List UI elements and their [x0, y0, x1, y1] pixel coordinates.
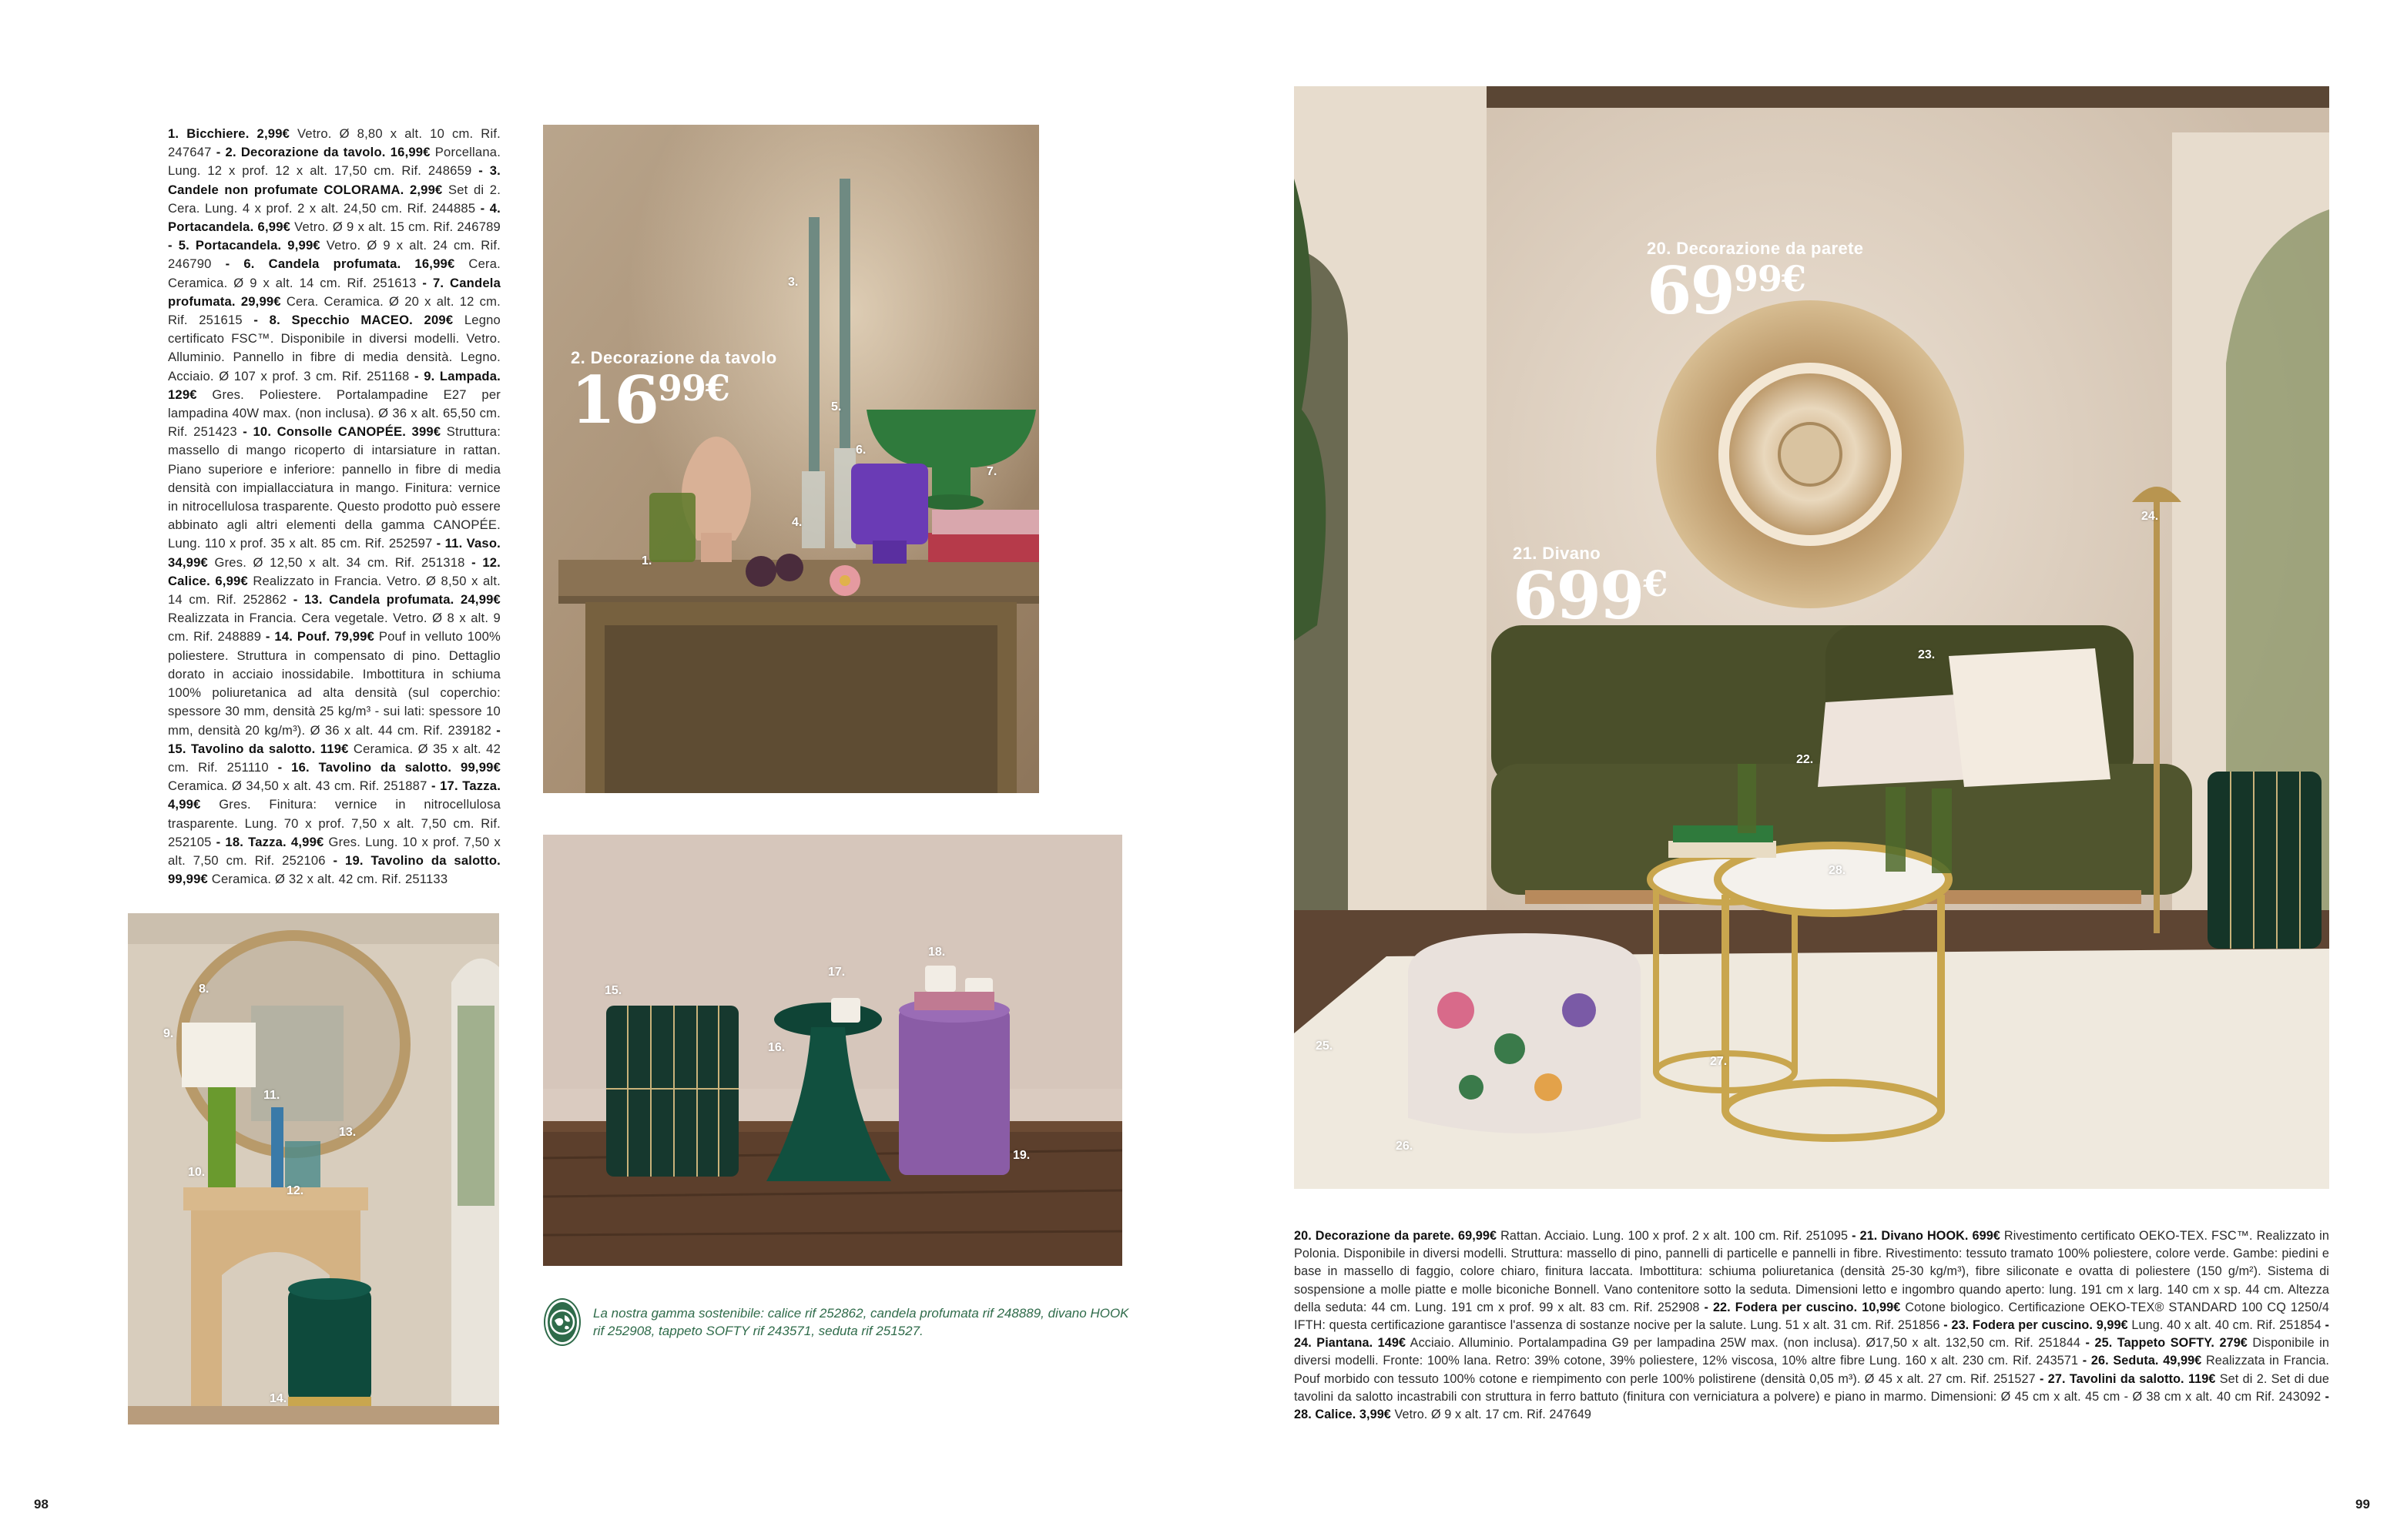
product-name-price: - 15. Tavolino da salotto. 119€: [168, 722, 501, 756]
item-number-label: 8.: [199, 983, 210, 996]
side-tables-illustration: [543, 835, 1122, 1266]
photo-console: [128, 913, 499, 1424]
product-details: Ceramica. Ø 35 x alt. 42 cm. Rif. 251110: [168, 741, 501, 775]
price-callout-value: 699€: [1513, 557, 1668, 634]
product-name-price: - 19. Tavolino da salotto. 99,99€: [168, 852, 501, 887]
catalog-page-left: [0, 0, 1198, 1540]
product-name-price: - 13. Candela profumata. 24,99€: [293, 592, 501, 608]
product-details: Set di 2. Set di due tavolini da salotto incastrabili con struttura in ferro battuto (finitura con verniciatura a polvere) e piano in marmo. Dimensioni: Ø 45 cm x alt. 45 cm - Ø 38 cm x alt. 40 cm Rif. 243092: [1294, 1371, 2329, 1404]
product-details: Cera. Ceramica. Ø 9 x alt. 14 cm. Rif. 251613: [168, 256, 501, 290]
product-details: Vetro. Ø 8,80 x alt. 10 cm. Rif. 247647: [168, 126, 501, 160]
product-details: Vetro. Ø 9 x alt. 24 cm. Rif. 246790: [168, 238, 501, 272]
product-details: Realizzato in Francia. Vetro. Ø 8,50 x alt. 14 cm. Rif. 252862: [168, 573, 501, 608]
item-number-label: 14.: [270, 1392, 287, 1405]
product-description-list-right: [1294, 1227, 2329, 1424]
product-description-list-left: [168, 125, 501, 889]
item-number-label: 13.: [339, 1126, 357, 1139]
price-callout-value: $16^{99€}$: [571, 362, 729, 438]
product-name-price: - 10. Consolle CANOPÉE. 399€: [243, 424, 441, 440]
page-number-right: 99: [2355, 1497, 2370, 1512]
product-details: Lung. 40 x alt. 40 cm. Rif. 251854: [2127, 1318, 2325, 1333]
product-details: Set di 2. Cera. Lung. 4 x prof. 2 x alt. 24,50 cm. Rif. 244885: [168, 182, 501, 216]
console-illustration: [128, 913, 499, 1424]
item-number-label: 3.: [788, 276, 799, 289]
item-number-label: 7.: [987, 465, 997, 478]
product-name-price: - 22. Fodera per cuscino. 10,99€: [1704, 1300, 1901, 1314]
product-details: Porcellana. Lung. 12 x prof. 12 x alt. 17,50 cm. Rif. 248659: [168, 145, 501, 179]
product-name-price: - 16. Tavolino da salotto. 99,99€: [277, 759, 501, 775]
item-number-label: 4.: [792, 516, 803, 529]
table-decor-illustration: [543, 125, 1039, 793]
photo-table-decor: [543, 125, 1039, 793]
item-number-label: 23.: [1918, 648, 1936, 661]
product-name-price: - 18. Tazza. 4,99€: [216, 834, 324, 849]
item-number-label: 6.: [856, 444, 867, 457]
price-callout-label: 20. Decorazione da parete: [1647, 239, 1864, 258]
product-name-price: 20. Decorazione da parete. 69,99€: [1294, 1229, 1497, 1243]
product-name-price: - 11. Vaso. 34,99€: [168, 536, 501, 570]
product-name-price: - 21. Divano HOOK. 699€: [1852, 1229, 2000, 1243]
product-details: Disponibile in diversi modelli. Fronte: 100% lana. Retro: 39% cotone, 39% poliestere, 12% viscosa, 10% altre fibre Lung. 160 x alt. 230 cm. Rif. 243571: [1294, 1336, 2329, 1368]
product-details: Gres. Ø 12,50 x alt. 34 cm. Rif. 251318: [207, 554, 472, 570]
page-number-left: 98: [34, 1497, 49, 1512]
product-details: Vetro. Ø 9 x alt. 17 cm. Rif. 247649: [1390, 1408, 1592, 1422]
item-number-label: 5.: [831, 400, 842, 413]
price-callout-label: 2. Decorazione da tavolo: [571, 348, 777, 367]
product-name-price: - 26. Seduta. 49,99€: [2082, 1354, 2202, 1368]
eco-note-text: La nostra gamma sostenibile: calice rif 252862, candela profumata rif 248889, divano HOOK rif 252908, tappeto SOFTY rif 243571, seduta rif 251527.: [593, 1306, 1129, 1338]
product-details: Gres. Poliestere. Portalampadine E27 per lampadina 40W max. (non inclusa). Ø 36 x alt. 65,50 cm. Rif. 251423: [168, 387, 501, 440]
product-details: Acciaio. Alluminio. Portalampadina G9 per lampadina 25W max. (non inclusa). Ø17,50 x alt. 132,50 cm. Rif. 251844: [1406, 1336, 2086, 1351]
product-details: Legno certificato FSC™. Disponibile in diversi modelli. Vetro. Alluminio. Pannello in fibre di media densità. Legno. Acciaio. Ø 107 x prof. 3 cm. Rif. 251168: [168, 313, 501, 383]
price-callout-decorazione-tavolo: [571, 348, 777, 438]
product-name-price: - 3. Candele non profumate COLORAMA. 2,99€: [168, 163, 501, 197]
product-name-price: - 9. Lampada. 129€: [168, 368, 501, 402]
item-number-label: 17.: [828, 966, 846, 979]
product-name-price: - 7. Candela profumata. 29,99€: [168, 275, 501, 309]
item-number-label: 19.: [1013, 1149, 1031, 1162]
price-callout-decorazione-parete: [1647, 239, 1864, 329]
item-number-label: 15.: [605, 984, 622, 997]
product-details: Ceramica. Ø 32 x alt. 42 cm. Rif. 251133: [207, 872, 448, 887]
product-name-price: - 25. Tappeto SOFTY. 279€: [2085, 1336, 2248, 1351]
item-number-label: 16.: [768, 1041, 786, 1054]
item-number-label: 26.: [1396, 1140, 1413, 1153]
product-name-price: - 28. Calice. 3,99€: [1294, 1389, 2329, 1422]
product-name-price: - 12. Calice. 6,99€: [168, 554, 501, 588]
item-number-label: 25.: [1316, 1040, 1333, 1053]
product-details: Ceramica. Ø 34,50 x alt. 43 cm. Rif. 251887: [168, 778, 431, 794]
product-name-price: 1. Bicchiere. 2,99€: [168, 126, 290, 141]
item-number-label: 9.: [163, 1027, 174, 1040]
eco-sustainable-note: [545, 1300, 1131, 1344]
globe-leaf-icon: [545, 1300, 579, 1344]
product-details: Gres. Lung. 10 x prof. 7,50 x alt. 7,50 cm. Rif. 252106: [168, 834, 501, 868]
product-name-price: - 8. Specchio MACEO. 209€: [253, 313, 454, 328]
product-name-price: - 5. Portacandela. 9,99€: [168, 238, 320, 253]
item-number-label: 22.: [1796, 753, 1814, 766]
product-name-price: - 14. Pouf. 79,99€: [265, 629, 375, 644]
item-number-label: 1.: [642, 554, 652, 567]
item-number-label: 11.: [263, 1089, 280, 1102]
price-callout-label: 21. Divano: [1513, 544, 1601, 563]
product-name-price: - 17. Tazza. 4,99€: [168, 778, 501, 812]
product-name-price: - 4. Portacandela. 6,99€: [168, 200, 501, 235]
product-name-price: - 24. Piantana. 149€: [1294, 1318, 2329, 1351]
product-name-price: - 2. Decorazione da tavolo. 16,99€: [216, 145, 431, 160]
product-details: Gres. Finitura: vernice in nitrocellulosa trasparente. Lung. 70 x prof. 7,50 x alt. 7,50 cm. Rif. 252105: [168, 797, 501, 849]
product-details: Rivestimento certificato OEKO-TEX. FSC™. Realizzato in Polonia. Disponibile in diversi modelli. Struttura: massello di pino, pannelli di particelle e pannelli in fibre. Rivestimento: tessuto tramato 100% poliestere, colore verde. Gambe: piedini e base in massello di faggio, colore chiaro, finitura laccata. Imbottitura: schiuma poliuretanica (densità 25-30 kg/m³), fibre siliconate e ovatta di poliestere (150 g/m²). Sistema di sospensione a molle piatte e molle biconiche Bonnell. Vano contenitore sotto la seduta. Dimensioni letto e ingombro quando aperto: lung. 191 cm x larg. 140 cm x sp. 44 cm. Altezza della seduta: 44 cm. Lung. 191 cm x prof. 99 x alt. 83 cm. Rif. 252908: [1294, 1229, 2329, 1314]
product-details: Rattan. Acciaio. Lung. 100 x prof. 2 x alt. 100 cm. Rif. 251095: [1497, 1229, 1852, 1243]
product-details: Vetro. Ø 9 x alt. 15 cm. Rif. 246789: [290, 219, 501, 235]
product-details: Cera. Ceramica. Ø 20 x alt. 12 cm. Rif. 251615: [168, 293, 501, 328]
price-callout-value: $69^{99€}$: [1647, 253, 1805, 329]
product-name-price: - 6. Candela profumata. 16,99€: [225, 256, 455, 272]
item-number-label: 10.: [188, 1166, 206, 1179]
price-callout-divano: [1513, 544, 1668, 634]
product-name-price: - 23. Fodera per cuscino. 9,99€: [1943, 1318, 2128, 1333]
product-details: Struttura: massello di mango ricoperto di intarsiature in rattan. Piano superiore e inferiore: pannello in fibre di media densità con impiallacciatura in mango. Finitura: vernice in nitrocellulosa trasparente. Questo prodotto può essere abbinato agli altri elementi della gamma CANOPÉE. Lung. 110 x prof. 35 x alt. 85 cm. Rif. 252597: [168, 424, 501, 551]
item-number-label: 28.: [1829, 864, 1846, 877]
product-details: Realizzata in Francia. Cera vegetale. Vetro. Ø 8 x alt. 9 cm. Rif. 248889: [168, 611, 501, 644]
product-details: Realizzata in Francia. Pouf morbido con tessuto 100% cotone e riempimento con perle 100% polistirene (densità 0,05 m³). Ø 45 x alt. 27 cm. Rif. 251527: [1294, 1354, 2329, 1386]
catalog-page-right: [1198, 0, 2397, 1540]
photo-living-room: [1294, 86, 2329, 1189]
item-number-label: 24.: [2141, 510, 2159, 523]
photo-side-tables: [543, 835, 1122, 1266]
item-number-label: 18.: [928, 946, 946, 959]
item-number-label: 12.: [287, 1184, 304, 1197]
item-number-label: 27.: [1710, 1055, 1728, 1068]
product-details: Pouf in velluto 100% poliestere. Struttura in compensato di pino. Dettaglio dorato in acciaio inossidabile. Imbottitura in schiuma 100% poliuretanica ad alta densità (sul coperchio: spessore 30 mm, densità 25 kg/m³ - sui lati: spessore 10 mm, densità 20 kg/m³). Ø 36 x alt. 44 cm. Rif. 239182: [168, 629, 501, 738]
product-name-price: - 27. Tavolini da salotto. 119€: [2040, 1371, 2216, 1386]
product-details: Cotone biologico. Certificazione OEKO-TEX® STANDARD 100 CQ 1250/4 IFTH: questa certificazione garantisce l'assenza di sostanze nocive per la salute. Lung. 51 x alt. 31 cm. Rif. 251856: [1294, 1300, 2329, 1333]
